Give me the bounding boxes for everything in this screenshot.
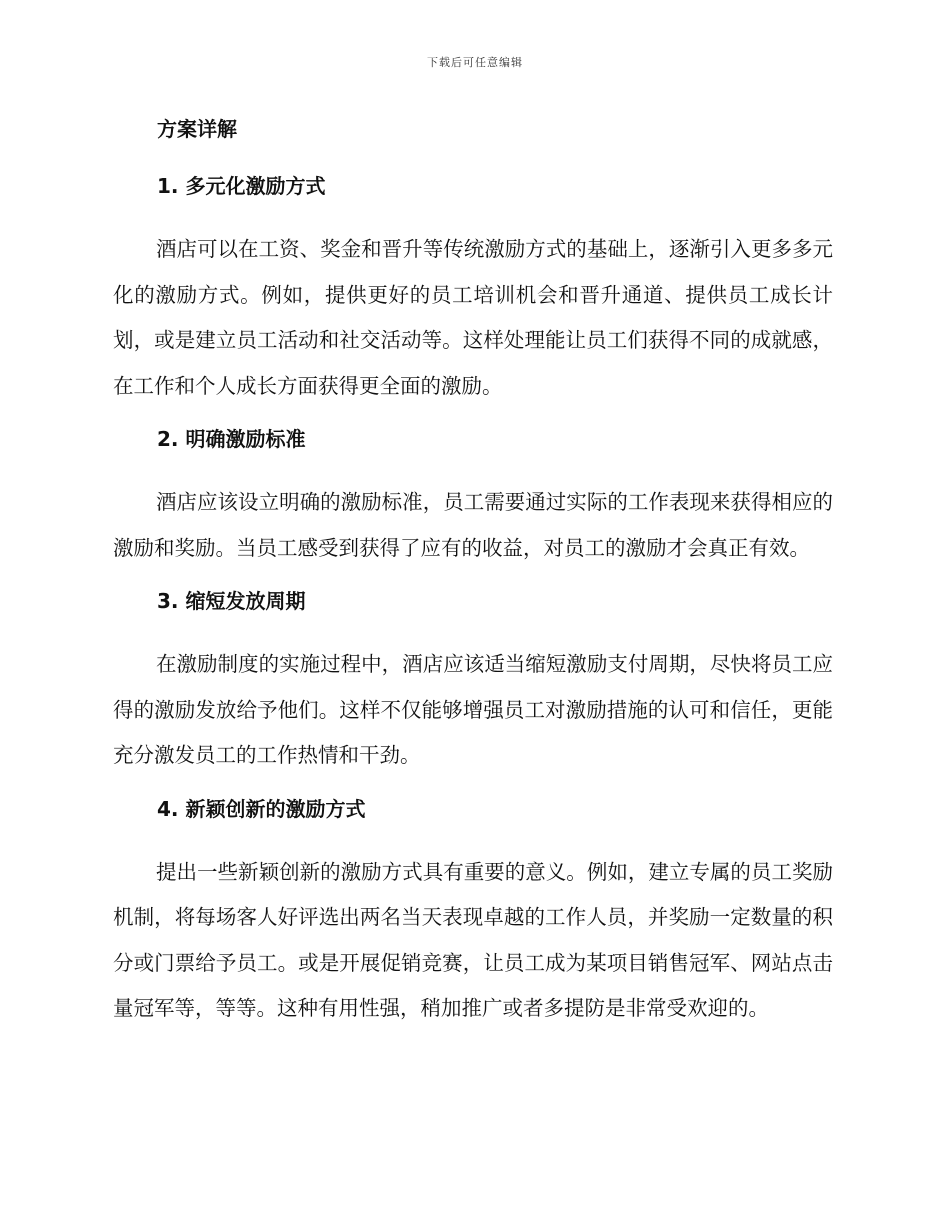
section-heading: 2. 明确激励标准 xyxy=(157,427,306,451)
section-heading: 1. 多元化激励方式 xyxy=(157,174,326,198)
section-heading: 4. 新颖创新的激励方式 xyxy=(157,796,366,821)
section-paragraph: 酒店可以在工资、奖金和晋升等传统激励方式的基础上，逐渐引入更多多元化的激励方式。例如，提供更好的员工培训机会和晋升通道、提供员工成长计划，或是建立员工活动和社交活动等。这样处理能让员工们获得不同的成就感，在工作和个人成长方面获得更全面的激励。 xyxy=(113,237,833,398)
section-3 xyxy=(113,585,833,779)
document-title: 方案详解 xyxy=(157,117,237,141)
section-heading: 3. 缩短发放周期 xyxy=(157,589,306,613)
section-2 xyxy=(113,423,833,571)
page-header: 下载后可任意编辑 xyxy=(427,56,523,69)
section-paragraph: 在激励制度的实施过程中，酒店应该适当缩短激励支付周期，尽快将员工应得的激励发放给予他们。这样不仅能够增强员工对激励措施的认可和信任，更能充分激发员工的工作热情和干劲。 xyxy=(113,652,833,767)
section-4 xyxy=(113,793,833,1032)
section-1 xyxy=(113,170,833,409)
section-paragraph: 酒店应该设立明确的激励标准，员工需要通过实际的工作表现来获得相应的激励和奖励。当员工感受到获得了应有的收益，对员工的激励才会真正有效。 xyxy=(113,490,833,560)
document-body xyxy=(113,113,833,1046)
section-paragraph: 提出一些新颖创新的激励方式具有重要的意义。例如，建立专属的员工奖励机制，将每场客人好评选出两名当天表现卓越的工作人员，并奖励一定数量的积分或门票给予员工。或是开展促销竞赛，让员工成为某项目销售冠军、网站点击量冠军等，等等。这种有用性强，稍加推广或者多提防是非常受欢迎的。 xyxy=(113,859,833,1020)
